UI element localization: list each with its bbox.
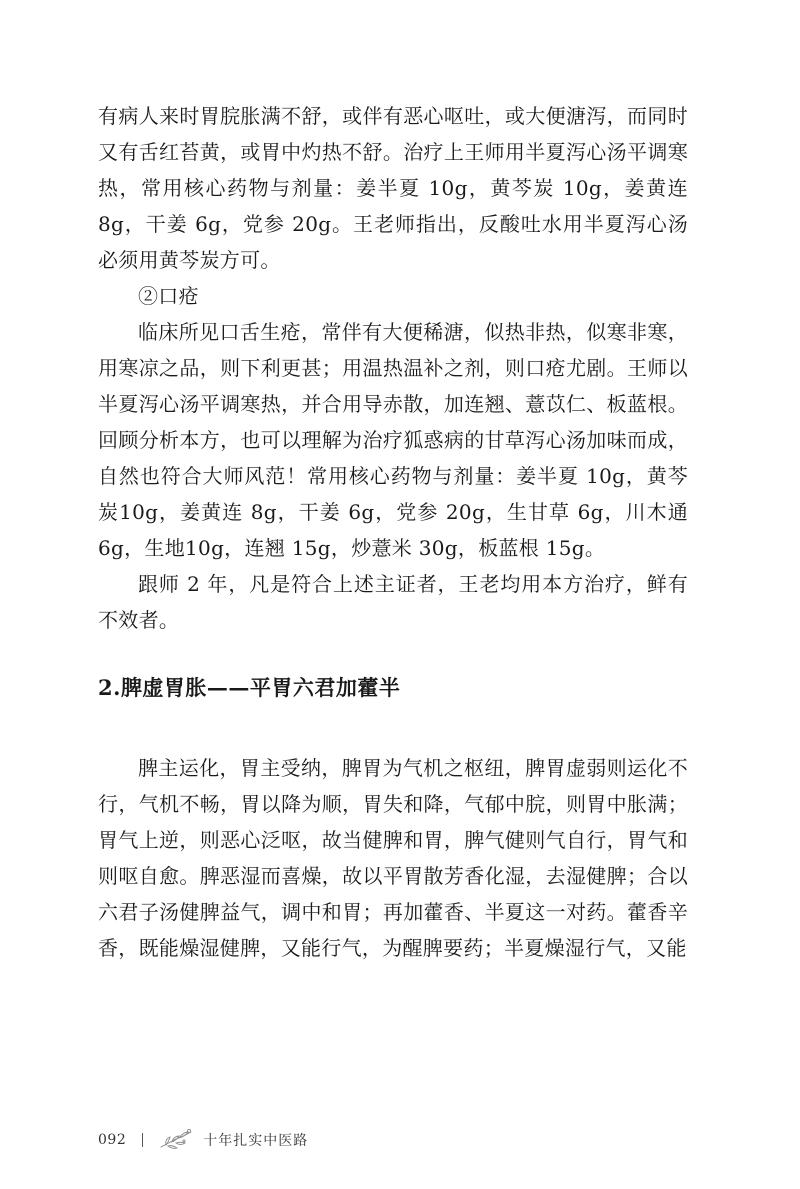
- book-title: 十年扎实中医路: [203, 1133, 309, 1149]
- page-footer: [98, 1127, 308, 1153]
- paragraph-mouth-ulcer: 临床所见口舌生疮，常伴有大便稀溏，似热非热，似寒非寒，用寒凉之品，则下利更甚；用温热温补之剂，则口疮尤剧。王师以半夏泻心汤平调寒热，并合用导赤散，加连翘、薏苡仁、板蓝根。回顾分析本方，也可以理解为治疗狐惑病的甘草泻心汤加味而成，自然也符合大师风范！常用核心药物与剂量：姜半夏 10g，黄芩炭10g，姜黄连 8g，干姜 6g，党参 20g，生甘草 6g，川木通 6g，生地10g，连翘 15g，炒薏米 30g，板蓝根 15g。: [98, 320, 688, 560]
- paragraph-continuation: 有病人来时胃脘胀满不舒，或伴有恶心呕吐，或大便溏泻，而同时又有舌红苔黄，或胃中灼热不舒。治疗上王师用半夏泻心汤平调寒热，常用核心药物与剂量：姜半夏 10g，黄芩炭 10g，姜黄连 8g，干姜 6g，党参 20g。王老师指出，反酸吐水用半夏泻心汤必须用黄芩炭方可。: [98, 104, 688, 272]
- subheading-mouth-ulcer: ②口疮: [138, 284, 199, 308]
- section-title: 脾虚胃胀——平胃六君加藿半: [120, 675, 401, 700]
- paragraph-spleen-deficiency: 脾主运化，胃主受纳，脾胃为气机之枢纽，脾胃虚弱则运化不行，气机不畅，胃以降为顺，胃失和降，气郁中脘，则胃中胀满；胃气上逆，则恶心泛呕，故当健脾和胃，脾气健则气自行，胃气和则呕自愈。脾恶湿而喜燥，故以平胃散芳香化湿，去湿健脾；合以六君子汤健脾益气，调中和胃；再加藿香、半夏这一对药。藿香辛香，既能燥湿健脾，又能行气，为醒脾要药；半夏燥湿行气，又能: [98, 756, 688, 960]
- page-number: 092: [98, 1132, 127, 1148]
- section-heading: [98, 668, 688, 708]
- footer-divider: [142, 1133, 143, 1147]
- page-body: [98, 98, 688, 966]
- floral-ornament-icon: [159, 1127, 193, 1153]
- paragraph-summary: 跟师 2 年，凡是符合上述主证者，王老均用本方治疗，鲜有不效者。: [98, 572, 688, 632]
- section-number: 2.: [98, 675, 121, 700]
